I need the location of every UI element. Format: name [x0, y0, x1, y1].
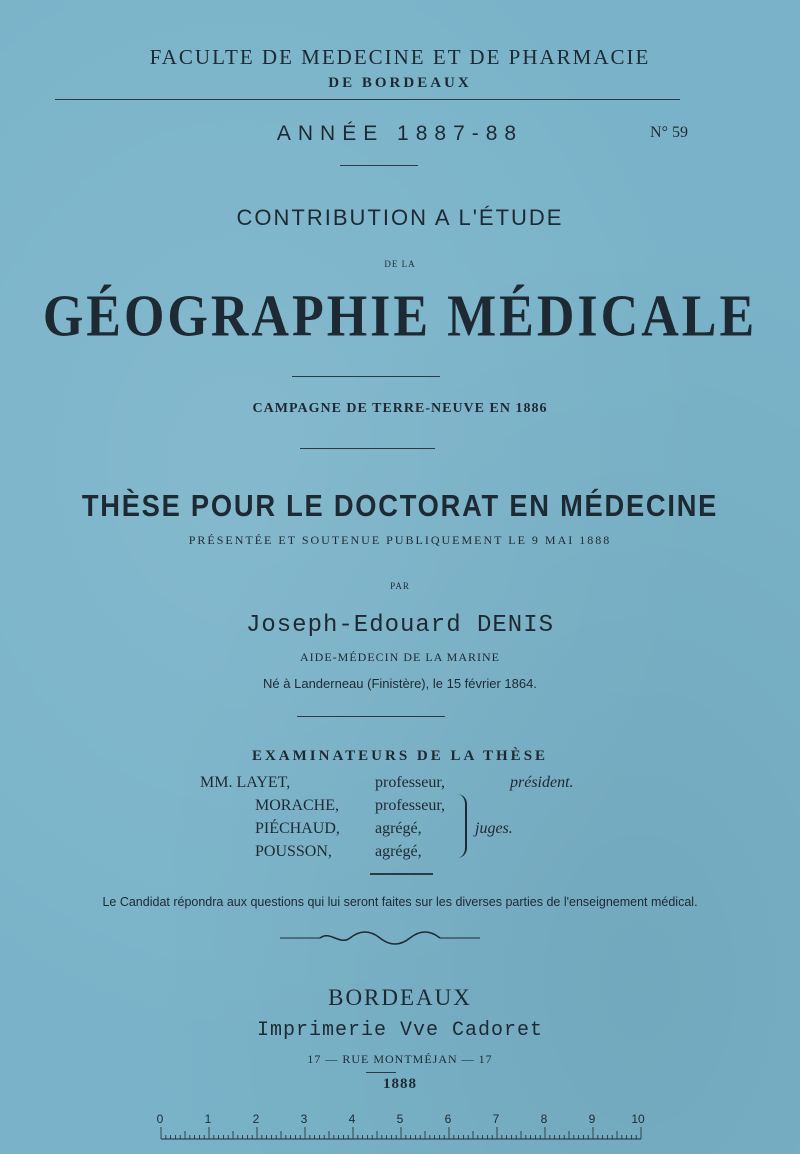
faculty-name: FACULTE DE MEDECINE ET DE PHARMACIE	[149, 45, 651, 69]
juges-label: juges.	[475, 820, 513, 837]
divider	[300, 448, 435, 449]
faculty-city: DE BORDEAUX	[328, 75, 472, 91]
examiner-title: professeur,	[375, 797, 445, 814]
divider	[340, 165, 418, 166]
scale-label: 0	[156, 1112, 164, 1126]
scale-label: 9	[588, 1112, 596, 1126]
examiner-title: professeur,	[375, 774, 445, 791]
brace	[455, 794, 467, 858]
examiner-role: président.	[510, 774, 574, 791]
scale-label: 1	[204, 1112, 212, 1126]
scale-label: 2	[252, 1112, 260, 1126]
scale-label: 8	[540, 1112, 548, 1126]
examiner-title: agrégé,	[375, 843, 422, 860]
campaign-line: CAMPAGNE DE TERRE-NEUVE EN 1886	[252, 401, 548, 416]
main-title: GÉOGRAPHIE MÉDICALE	[42, 283, 758, 350]
examiner-name: PIÉCHAUD,	[255, 820, 340, 837]
de-la-line: DE LA	[384, 259, 416, 269]
divider	[297, 716, 445, 717]
divider	[366, 1072, 396, 1073]
thesis-heading: THÈSE POUR LE DOCTORAT EN MÉDECINE	[81, 488, 719, 523]
publisher-city: BORDEAUX	[328, 985, 472, 1010]
examiner-row	[200, 797, 600, 820]
examiners-list	[200, 774, 600, 866]
examiner-name: MORACHE,	[255, 797, 340, 814]
examiner-row	[200, 843, 600, 866]
examiner-row	[200, 774, 600, 797]
printer-address: 17 — RUE MONTMÉJAN — 17	[307, 1052, 493, 1066]
publication-year: 1888	[383, 1076, 417, 1092]
printer-name: Imprimerie Vve Cadoret	[256, 1019, 544, 1042]
header-rule	[55, 99, 680, 100]
scale-ruler	[160, 1126, 642, 1140]
scale-label: 7	[492, 1112, 500, 1126]
par-line: PAR	[390, 581, 410, 591]
author-name: Joseph-Edouard DENIS	[245, 612, 555, 639]
academic-year: ANNÉE 1887-88	[276, 122, 524, 145]
scale-label: 5	[396, 1112, 404, 1126]
candidate-note: Le Candidat répondra aux questions qui lui seront faites sur les diverses parties de l'enseignement médical.	[102, 895, 698, 909]
ornament-flourish	[280, 930, 480, 946]
examiner-row	[200, 820, 600, 843]
examiner-name: MM. LAYET,	[200, 774, 291, 791]
scale-label: 4	[348, 1112, 356, 1126]
measurement-scale	[156, 1112, 645, 1140]
author-birth: Né à Landerneau (Finistère), le 15 février 1864.	[263, 676, 537, 691]
presentation-line: PRÉSENTÉE ET SOUTENUE PUBLIQUEMENT LE 9 MAI 1888	[188, 533, 612, 547]
examiners-title: EXAMINATEURS DE LA THÈSE	[251, 748, 549, 764]
scale-label: 3	[300, 1112, 308, 1126]
scale-label: 6	[444, 1112, 452, 1126]
examiner-name: POUSSON,	[255, 843, 332, 860]
thesis-number: N° 59	[650, 124, 688, 141]
scale-label: 10	[631, 1112, 645, 1126]
examiner-title: agrégé,	[375, 820, 422, 837]
divider	[292, 376, 440, 377]
author-rank: AIDE-MÉDECIN DE LA MARINE	[300, 650, 500, 664]
divider	[370, 873, 433, 875]
contribution-line: CONTRIBUTION A L'ÉTUDE	[236, 205, 564, 230]
